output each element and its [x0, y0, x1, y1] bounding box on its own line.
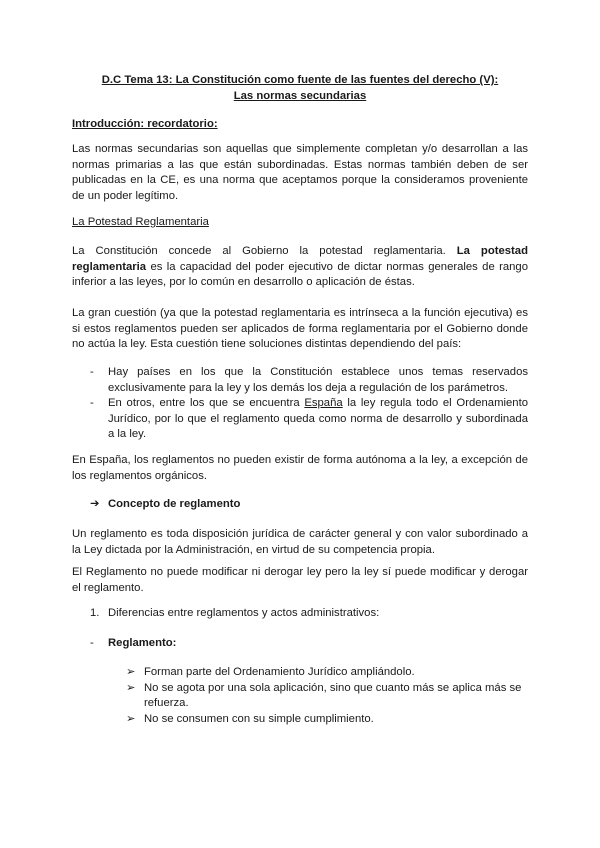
dash-marker: - [90, 366, 94, 378]
potestad-p1-start: La Constitución concede al Gobierno la potestad reglamentaria. [72, 245, 457, 257]
reglamento-subheading [90, 636, 176, 652]
reglamento-list [126, 665, 528, 727]
list-item-text: Hay países en los que la Constitución establece unos temas reservados exclusivamente para la ley y los demás los deja a regulación de los parámetros. [108, 366, 528, 394]
document-title [72, 72, 528, 104]
arrow-icon: ➔ [90, 498, 100, 510]
list-item [90, 396, 528, 443]
list-item-text-end: la ley regula todo el Ordenamiento Jurídico, por lo que el reglamento queda como norma de desarrollo y subordinada a la ley. [108, 397, 528, 441]
triangle-bullet-icon: ➢ [126, 666, 136, 678]
potestad-p1-end: es la capacidad del poder ejecutivo de dictar normas generales de rango inferior a las leyes, por lo común en desarrollo o aplicación de éstas. [72, 260, 528, 289]
concepto-heading [90, 497, 240, 513]
list-item-text-start: En otros, entre los que se encuentra [108, 397, 305, 410]
list-item [126, 665, 528, 681]
potestad-paragraph-1 [72, 244, 528, 291]
concepto-paragraph-1 [72, 527, 528, 558]
potestad-p3-text: En España, los reglamentos no pueden existir de forma autónoma a la ley, a excepción de los reglamentos orgánicos. [72, 454, 528, 482]
dash-marker: - [90, 637, 94, 649]
triangle-bullet-icon: ➢ [126, 681, 136, 694]
list-item [126, 712, 528, 728]
intro-heading: Introducción: recordatorio: [72, 118, 218, 130]
potestad-paragraph-3 [72, 453, 528, 484]
list-item [90, 365, 528, 396]
potestad-paragraph-2 [72, 306, 528, 353]
concepto-p1-text: Un reglamento es toda disposición jurídica de carácter general y con valor subordinado a la Ley dictada por la Administración, en virtud de su competencia propia. [72, 528, 528, 556]
list-item-text: No se agota por una sola aplicación, sino que cuanto más se aplica más se refuerza. [144, 681, 522, 710]
list-item-text: No se consumen con su simple cumplimiento. [144, 712, 374, 725]
intro-paragraph [72, 142, 528, 204]
espana-link-text: España [304, 397, 343, 410]
dash-marker: - [90, 397, 94, 410]
numbered-item-text: Diferencias entre reglamentos y actos administrativos: [108, 607, 380, 619]
concepto-heading-text: Concepto de reglamento [108, 498, 241, 510]
country-list [90, 365, 528, 443]
reglamento-heading-text: Reglamento: [108, 637, 177, 649]
potestad-p1-bold: La potestad reglamentaria [72, 245, 528, 273]
numbered-item-1 [90, 606, 379, 622]
number-marker: 1. [90, 607, 100, 619]
potestad-p2-text: La gran cuestión (ya que la potestad reglamentaria es intrínseca a la función ejecutiva) es si estos reglamentos pueden ser aplicados de forma reglamentaria por el Gobierno donde no actúa la ley. Esta cuestión tiene soluciones distintas dependiendo del país: [72, 307, 528, 351]
potestad-heading: La Potestad Reglamentaria [72, 216, 209, 228]
triangle-bullet-icon: ➢ [126, 712, 136, 725]
title-line-2: Las normas secundarias [233, 90, 367, 102]
list-item [126, 681, 528, 712]
intro-text: Las normas secundarias son aquellas que simplemente completan y/o desarrollan a las normas primarias a las que están subordinadas. Estas normas también deben de ser publicadas en la CE, es una norma que aceptamos porque la consideramos proveniente de un poder legítimo. [72, 143, 528, 202]
list-item-text: Forman parte del Ordenamiento Jurídico ampliándolo. [144, 666, 415, 678]
title-line-1: D.C Tema 13: La Constitución como fuente de las fuentes del derecho (V): [101, 74, 499, 86]
concepto-p2-text: El Reglamento no puede modificar ni derogar ley pero la ley sí puede modificar y derogar el reglamento. [72, 566, 528, 594]
concepto-paragraph-2 [72, 565, 528, 596]
